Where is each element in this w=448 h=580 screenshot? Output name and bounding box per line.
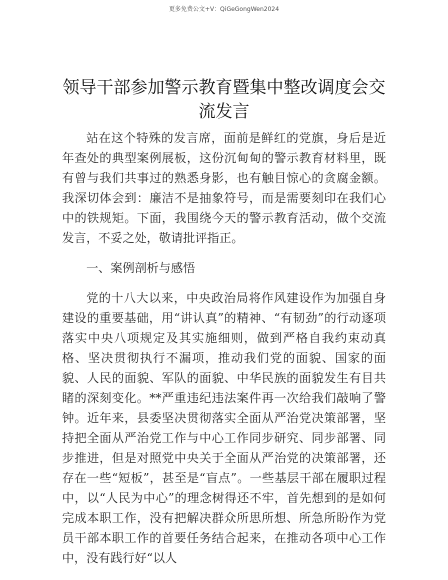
document-title: 领导干部参加警示教育暨集中整改调度会交流发言	[62, 78, 386, 122]
intro-paragraph: 站在这个特殊的发言席，面前是鲜红的党旗，身后是近年查处的典型案例展板，这份沉甸甸的警示教育材料里，既有曾与我们共事过的熟悉身影，也有触目惊心的贪腐金额。我深切体会到：廉洁不是抽象符号，而是需要刻印在我们心中的铁规矩。下面，我围绕今天的警示教育活动，做个交流发言，不妥之处，敬请批评指正。	[62, 131, 386, 245]
document-body	[62, 128, 386, 568]
page-header: 更多免费公文+V：QiGeGongWen2024	[168, 6, 280, 13]
section-heading: 一、案例剖析与感悟	[86, 261, 196, 275]
section-paragraph: 党的十八大以来，中央政治局将作风建设作为加强自身建设的重要基础，用“讲认真”的精神、“有韧劲”的行动逐项落实中央八项规定及其实施细则，做到严格自我约束动真格、坚决贯彻执行不漏项，推动我们党的面貌、国家的面貌、人民的面貌、军队的面貌、中华民族的面貌发生有目共睹的深刻变化。**严重违纪违法案件再一次给我们敲响了警钟。近年来，县委坚决贯彻落实全面从严治党决策部署，坚持把全面从严治党工作与中心工作同步研究、同步部署、同步推进，但是对照党中央关于全面从严治党的决策部署，还存在一些“短板”，甚至是“盲点”。一些基层干部在履职过程中，以“人民为中心”的理念树得还不牢，首先想到的是如何完成本职工作，没有把解决群众所思所想、所急所盼作为党员干部本职工作的首要任务结合起来，在推动各项中心工作中，没有践行好“以人	[62, 291, 386, 565]
